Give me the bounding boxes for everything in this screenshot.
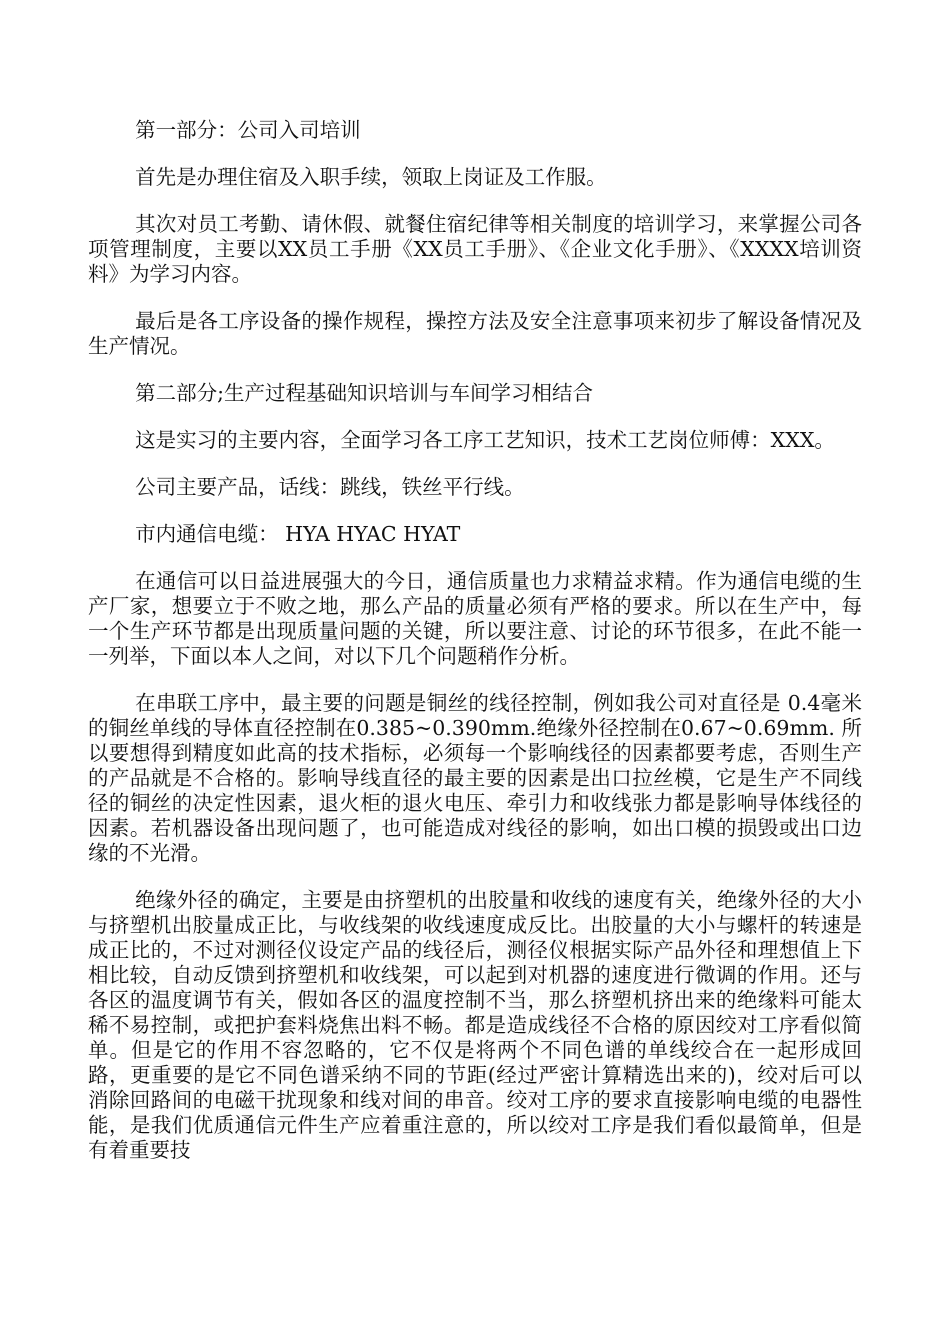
paragraph-accommodation: 首先是办理住宿及入职手续，领取上岗证及工作服。 <box>135 165 607 189</box>
paragraph-quality: 在通信可以日益进展强大的今日，通信质量也力求精益求精。作为通信电缆的生产厂家，想要立于不败之地，那么产品的质量必须有严格的要求。所以在生产中，每一个生产环节都是出现质量问题的关键，所以要注意、讨论的环节很多，在此不能一一列举，下面以本人之间，对以下几个问题稍作分析。 <box>88 569 862 668</box>
paragraph-regulations: 其次对员工考勤、请休假、就餐住宿纪律等相关制度的培训学习，来掌握公司各项管理制度，主要以XX员工手册《XX员工手册》、《企业文化手册》、《XXXX培训资料》为学习内容。 <box>88 212 862 286</box>
paragraph-equipment: 最后是各工序设备的操作规程，操控方法及安全注意事项来初步了解设备情况及生产情况。 <box>88 309 862 358</box>
paragraph-cables: 市内通信电缆： HYA HYAC HYAT <box>135 522 461 546</box>
paragraph-insulation: 绝缘外径的确定，主要是由挤塑机的出胶量和收线的速度有关，绝缘外径的大小与挤塑机出胶量成正比，与收线架的收线速度成反比。出胶量的大小与螺杆的转速是成正比的，不过对测径仪设定产品的线径后，测径仪根据实际产品外径和理想值上下相比较，自动反馈到挤塑机和收线架，可以起到对机器的速度进行微调的作用。还与各区的温度调节有关，假如各区的温度控制不当，那么挤塑机挤出来的绝缘料可能太稀不易控制，或把护套料烧焦出料不畅。都是造成线径不合格的原因绞对工序看似简单。但是它的作用不容忽略的，它不仅是将两个不同色谱的单线绞合在一起形成回路，更重要的是它不同色谱采纳不同的节距(经过严密计算精选出来的)，绞对后可以消除回路间的电磁干扰现象和线对间的串音。绞对工序的要求直接影响电缆的电器性能，是我们优质通信元件生产应着重注意的，所以绞对工序是我们看似最简单，但是有着重要技 <box>88 888 862 1162</box>
section-heading-2: 第二部分;生产过程基础知识培训与车间学习相结合 <box>135 381 594 405</box>
paragraph-main-content: 这是实习的主要内容，全面学习各工序工艺知识，技术工艺岗位师傅：XXX。 <box>135 428 835 452</box>
section-heading-1: 第一部分：公司入司培训 <box>135 118 361 142</box>
paragraph-wire-diameter: 在串联工序中，最主要的问题是铜丝的线径控制，例如我公司对直径是 0.4毫米的铜丝单线的导体直径控制在0.385~0.390mm.绝缘外径控制在0.67~0.69mm. 所以要想得到精度如此高的技术指标，必须每一个影响线径的因素都要考虑，否则生产的产品就是不合格的。影响导线直径的最主要的因素是出口拉丝模，它是生产不同线径的铜丝的决定性因素，退火柜的退火电压、牵引力和收线张力都是影响导体线径的因素。若机器设备出现问题了，也可能造成对线径的影响，如出口模的损毁或出口边缘的不光滑。 <box>88 691 862 865</box>
paragraph-products: 公司主要产品，话线：跳线，铁丝平行线。 <box>135 475 525 499</box>
document-page <box>88 118 862 1185</box>
